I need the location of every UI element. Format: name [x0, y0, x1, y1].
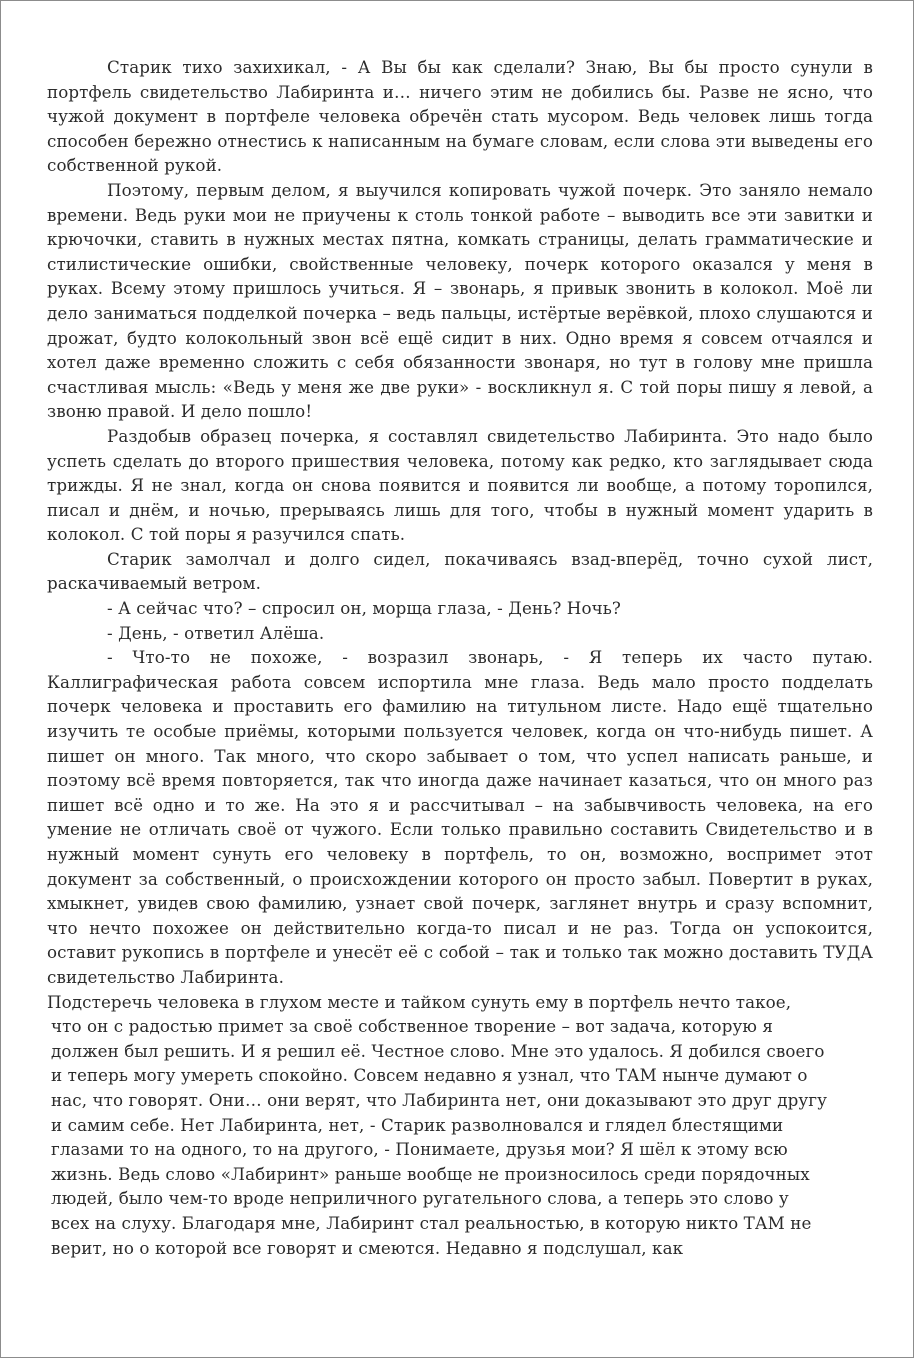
text-line: нас, что говорят. Они… они верят, что Лабиринта нет, они доказывают это друг другу: [51, 1089, 828, 1110]
text-line: людей, было чем-то вроде неприличного ругательного слова, а теперь это слово у: [51, 1188, 789, 1209]
paragraph: Старик замолчал и долго сидел, покачиваясь взад-вперёд, точно сухой лист, раскачиваемый ветром.: [47, 548, 873, 594]
text-line: всех на слуху. Благодаря мне, Лабиринт стал реальностью, в которую никто ТАМ не: [51, 1212, 812, 1233]
paragraph: Раздобыв образец почерка, я составлял свидетельство Лабиринта. Это надо было успеть сделать до второго пришествия человека, потому как редко, кто заглядывает сюда трижды. Я не знал, когда он снова появится и появится ли вообще, а потому торопился, писал и днём, и ночью, прерываясь лишь для того, чтобы в нужный момент ударить в колокол. С той поры я разучился спать.: [47, 425, 873, 545]
text-line: должен был решить. И я решил её. Честное слово. Мне это удалось. Я добился своего: [51, 1040, 825, 1061]
text-line: жизнь. Ведь слово «Лабиринт» раньше вообще не произносилось среди порядочных: [51, 1163, 810, 1184]
text-line: и теперь могу умереть спокойно. Совсем недавно я узнал, что ТАМ нынче думают о: [51, 1065, 808, 1086]
text-line: что он с радостью примет за своё собственное творение – вот задача, которую я: [51, 1016, 774, 1037]
dialog-line: - А сейчас что? – спросил он, морща глаза, - День? Ночь?: [107, 598, 621, 619]
dialog-line: - Что-то не похоже, - возразил звонарь, - Я теперь их часто путаю. Каллиграфическая работа совсем испортила мне глаза. Ведь мало просто подделать почерк человека и проставить его фамилию на титульном листе. Надо ещё тщательно изучить те особые приёмы, которыми пользуется человек, когда он что-нибудь пишет. А пишет он много. Так много, что скоро забывает о том, что успел написать раньше, и поэтому всё время повторяется, так что иногда даже начинает казаться, что он много раз пишет всё одно и то же. На это я и рассчитывал – на забывчивость человека, на его умение не отличать своё от чужого. Если только правильно составить Свидетельство и в нужный момент сунуть его человеку в портфель, то он, возможно, воспримет этот документ за собственный, о происхождении которого он просто забыл. Повертит в руках, хмыкнет, увидев свою фамилию, узнает свой почерк, заглянет внутрь и сразу вспомнит, что нечто похожее он действительно когда-то писал и не раз. Тогда он успокоится, оставит рукопись в портфеле и унесёт её с собой – так и только так можно доставить ТУДА свидетельство Лабиринта.: [47, 647, 873, 987]
paragraph: Поэтому, первым делом, я выучился копировать чужой почерк. Это заняло немало времени. Ведь руки мои не приучены к столь тонкой работе – выводить все эти завитки и крючочки, ставить в нужных местах пятна, комкать страницы, делать грамматические и стилистические ошибки, свойственные человеку, почерк которого оказался у меня в руках. Всему этому пришлось учиться. Я – звонарь, я привык звонить в колокол. Моё ли дело заниматься подделкой почерка – ведь пальцы, истёртые верёвкой, плохо слушаются и дрожат, будто колокольный звон всё ещё сидит в них. Одно время я совсем отчаялся и хотел даже временно сложить с себя обязанности звонаря, но тут в голову мне пришла счастливая мысль: «Ведь у меня же две руки» - воскликнул я. С той поры пишу я левой, а звоню правой. И дело пошло!: [47, 179, 873, 422]
dialog-line: - День, - ответил Алёша.: [107, 622, 325, 643]
text-line: Подстеречь человека в глухом месте и тайком сунуть ему в портфель нечто такое,: [47, 991, 792, 1012]
text-line: и самим себе. Нет Лабиринта, нет, - Старик разволновался и глядел блестящими: [51, 1114, 784, 1135]
text-line: глазами то на одного, то на другого, - Понимаете, друзья мои? Я шёл к этому всю: [51, 1139, 788, 1160]
text-line: верит, но о которой все говорят и смеются. Недавно я подслушал, как: [51, 1237, 684, 1258]
body-text: [47, 55, 873, 1260]
paragraph: Старик тихо захихикал, - А Вы бы как сделали? Знаю, Вы бы просто сунули в портфель свидетельство Лабиринта и… ничего этим не добились бы. Разве не ясно, что чужой документ в портфеле человека обречён стать мусором. Ведь человек лишь тогда способен бережно отнестись к написанным на бумаге словам, если слова эти выведены его собственной рукой.: [47, 57, 873, 176]
